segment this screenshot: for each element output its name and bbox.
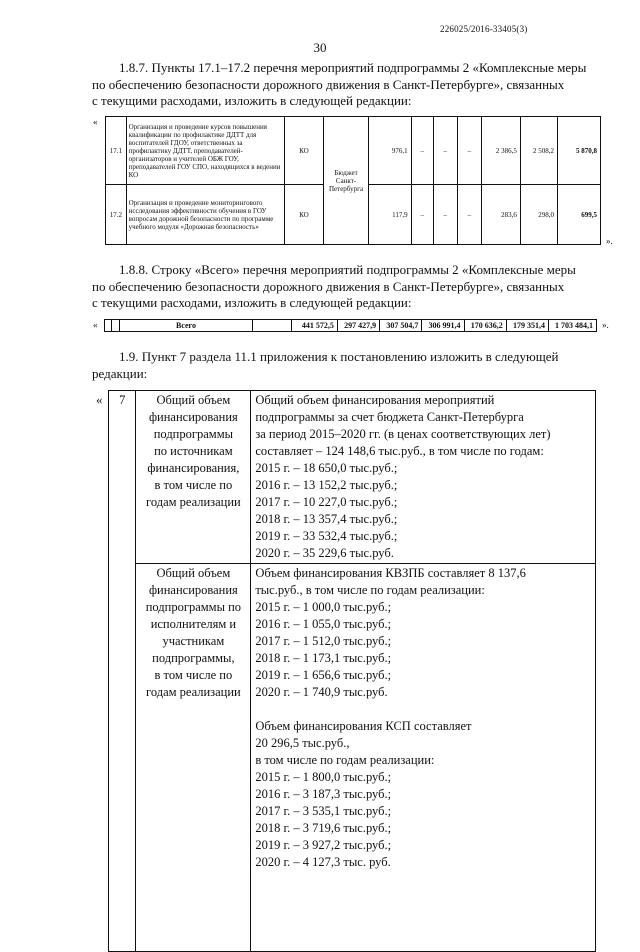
value-cell: 297 427,9 (337, 320, 379, 332)
content-line: 2016 г. – 3 187,3 тыс.руб.; (255, 787, 392, 801)
table1-close-quote: ». (606, 236, 613, 246)
content-line: Общий объем финансирования мероприятий (255, 393, 495, 407)
section-1-8-8-text (92, 262, 598, 312)
content-line: составляет – 124 148,6 тыс.руб., в том числе по годам: (255, 444, 544, 458)
total-value-cell: 1 703 484,1 (548, 320, 596, 332)
content-line: 2017 г. – 1 512,0 тыс.руб.; (255, 634, 392, 648)
content-line: 20 296,5 тыс.руб., (255, 736, 350, 750)
value-cell: – (411, 117, 433, 185)
total-cell: 699,5 (558, 185, 601, 245)
label-line: исполнителям и (150, 617, 237, 631)
section-1-8-8-line-3: с текущими расходами, изложить в следующей редакции: (92, 295, 412, 310)
content-line: 2017 г. – 3 535,1 тыс.руб.; (255, 804, 392, 818)
label-line: Общий объем (156, 393, 231, 407)
table-row (109, 391, 596, 564)
content-line: 2019 г. – 3 927,2 тыс.руб.; (255, 838, 392, 852)
content-line: 2018 г. – 3 719,6 тыс.руб.; (255, 821, 392, 835)
table2-open-quote: « (93, 320, 98, 330)
content-line: Объем финансирования КВЗПБ составляет 8 137,6 (255, 566, 526, 580)
value-cell: 117,9 (368, 185, 411, 245)
financing-executors-label (136, 564, 251, 952)
section-1-8-7-line-2: по обеспечению безопасности дорожного движения в Санкт-Петербурге», связанных (92, 76, 565, 92)
table-row (105, 320, 597, 332)
label-line: финансирования (148, 583, 238, 597)
value-cell: – (457, 117, 481, 185)
table-measures-17 (105, 116, 601, 245)
section-1-8-7-line-1: 1.8.7. Пункты 17.1–17.2 перечня мероприятий подпрограммы 2 «Комплексные меры (119, 60, 587, 75)
content-line: за период 2015–2020 гг. (в ценах соответствующих лет) (255, 427, 551, 441)
spacer (255, 701, 591, 718)
section-1-8-7-text (92, 60, 598, 110)
section-1-8-8-line-2: по обеспечению безопасности дорожного движения в Санкт-Петербурге», связанных (92, 278, 565, 294)
content-line: 2020 г. – 35 229,6 тыс.руб. (255, 546, 394, 560)
label-line: подпрограммы (153, 427, 234, 441)
financing-sources-content (251, 391, 596, 564)
table2-close-quote: ». (602, 320, 609, 330)
row-number: 17.1 (106, 117, 127, 185)
content-line: 2015 г. – 18 650,0 тыс.руб.; (255, 461, 398, 475)
value-cell: – (433, 185, 457, 245)
section-1-8-7-line-3: с текущими расходами, изложить в следующей редакции: (92, 93, 412, 108)
label-line: финансирования, (147, 461, 240, 475)
label-line: в том числе по (154, 478, 233, 492)
value-cell: 306 991,4 (422, 320, 464, 332)
value-cell: – (457, 185, 481, 245)
content-line: 2019 г. – 1 656,6 тыс.руб.; (255, 668, 392, 682)
table3-open-quote: « (96, 392, 103, 407)
label-line: финансирования (148, 410, 238, 424)
value-cell: 2 508,2 (520, 117, 557, 185)
label-line: по источникам (154, 444, 233, 458)
value-cell: 283,6 (481, 185, 520, 245)
table-row (109, 564, 596, 952)
row-description: Организация и проведение мониторингового исследования эффективности обучения в ГОУ вопросам дорожной безопасности по программе учебного модуля «Дорожная безопасность» (126, 185, 284, 245)
item-index: 7 (109, 391, 136, 952)
label-line: подпрограммы по (145, 600, 242, 614)
financing-sources-label (136, 391, 251, 564)
section-1-9-text (92, 349, 598, 382)
label-line: в том числе по (154, 668, 233, 682)
total-label: Всего (120, 320, 252, 332)
content-line: Объем финансирования КСП составляет (255, 719, 472, 733)
content-line: подпрограммы за счет бюджета Санкт-Петербурга (255, 410, 524, 424)
empty-cell (105, 320, 112, 332)
content-line: 2019 г. – 33 532,4 тыс.руб.; (255, 529, 398, 543)
row-executor: КО (284, 185, 324, 245)
total-cell: 5 870,8 (558, 117, 601, 185)
value-cell: 298,0 (520, 185, 557, 245)
content-line: 2018 г. – 1 173,1 тыс.руб.; (255, 651, 392, 665)
document-id: 226025/2016-33405(3) (440, 24, 528, 34)
label-line: участникам (162, 634, 225, 648)
table-row (106, 117, 601, 185)
content-line: 2018 г. – 13 357,4 тыс.руб.; (255, 512, 398, 526)
label-line: годам реализации (146, 495, 241, 509)
section-1-9-line-2: редакции: (92, 365, 148, 381)
label-line: годам реализации (146, 685, 241, 699)
page-number: 30 (313, 40, 327, 55)
financing-executors-content (251, 564, 596, 952)
content-line: 2015 г. – 1 800,0 тыс.руб.; (255, 770, 392, 784)
content-line: в том числе по годам реализации: (255, 753, 435, 767)
table-total-row (104, 319, 597, 332)
row-number: 17.2 (106, 185, 127, 245)
value-cell: 2 386,5 (481, 117, 520, 185)
value-cell: 976,1 (368, 117, 411, 185)
value-cell: – (433, 117, 457, 185)
value-cell: 170 636,2 (464, 320, 506, 332)
value-cell: – (411, 185, 433, 245)
content-line: 2015 г. – 1 000,0 тыс.руб.; (255, 600, 392, 614)
empty-cell (252, 320, 291, 332)
section-1-8-8-line-1: 1.8.8. Строку «Всего» перечня мероприятий подпрограммы 2 «Комплексные меры (119, 262, 576, 277)
row-description: Организация и проведение курсов повышения квалификации по профилактике ДДТТ для воспитателей ГДОУ, ответственных за профилактику ДДТТ, преподавателей-организаторов и учителей ОБЖ ГОУ, преподавателей ГОУ СПО, находящихся в ведении КО (126, 117, 284, 185)
content-line: 2020 г. – 1 740,9 тыс.руб. (255, 685, 388, 699)
value-cell: 307 504,7 (380, 320, 422, 332)
content-line: 2017 г. – 10 227,0 тыс.руб.; (255, 495, 398, 509)
value-cell: 441 572,5 (291, 320, 337, 332)
section-1-9-line-1: 1.9. Пункт 7 раздела 11.1 приложения к постановлению изложить в следующей (119, 349, 559, 364)
content-line: 2016 г. – 13 152,2 тыс.руб.; (255, 478, 398, 492)
table1-open-quote: « (93, 117, 98, 127)
content-line: тыс.руб., в том числе по годам реализации: (255, 583, 485, 597)
label-line: подпрограммы, (152, 651, 235, 665)
table-financing (108, 390, 596, 952)
empty-cell (111, 320, 120, 332)
value-cell: 179 351,4 (506, 320, 548, 332)
budget-source: Бюджет Санкт-Петербурга (324, 117, 369, 245)
content-line: 2020 г. – 4 127,3 тыс. руб. (255, 855, 391, 869)
content-line: 2016 г. – 1 055,0 тыс.руб.; (255, 617, 392, 631)
row-executor: КО (284, 117, 324, 185)
label-line: Общий объем (156, 566, 231, 580)
